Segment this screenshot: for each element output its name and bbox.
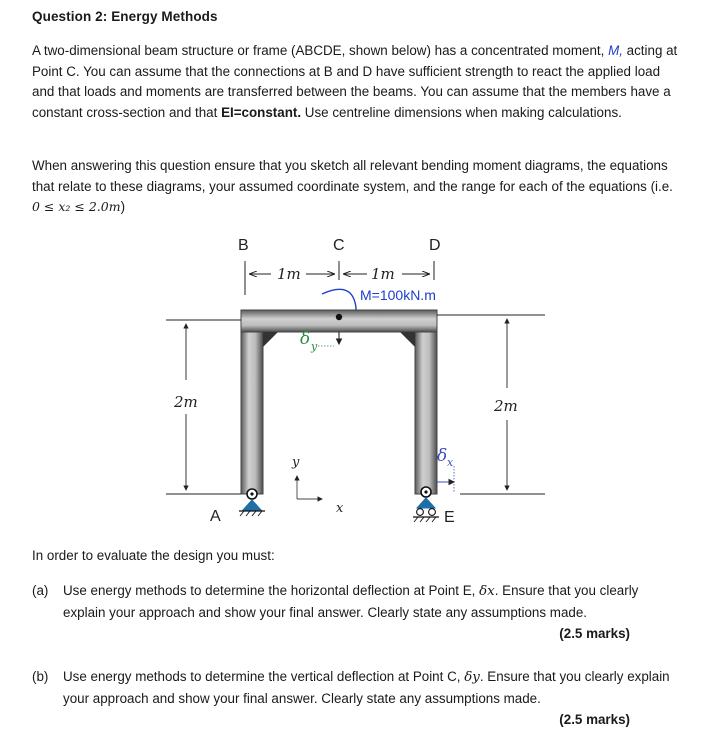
axis-x-label: x — [336, 501, 344, 516]
label-a: A — [210, 508, 221, 525]
member-right-column — [415, 310, 437, 494]
instructions-text-2: ) — [120, 199, 126, 214]
part-b-text-1: Use energy methods to determine the vertical deflection at Point C, — [63, 669, 465, 684]
gusset-right — [400, 332, 415, 347]
label-e: E — [444, 509, 455, 526]
part-b-marks: (2.5 marks) — [559, 712, 630, 727]
gusset-left — [263, 332, 278, 347]
part-a — [32, 580, 682, 644]
part-a-text-2: . Ensure that you clearly explain your approach and show your final answer. Clearly state any assumptions made. — [63, 583, 639, 620]
part-b-symbol: δy — [464, 670, 480, 685]
label-d: D — [429, 237, 441, 254]
part-b-text-2: . Ensure that you clearly explain your approach and show your final answer. Clearly state any assumptions made. — [63, 669, 670, 706]
frame-diagram — [0, 228, 708, 548]
label-c: C — [333, 237, 345, 254]
part-a-text-1: Use energy methods to determine the horizontal deflection at Point E, — [63, 583, 480, 598]
part-a-symbol: δx — [479, 584, 495, 599]
range-expression: 0 ≤ x₂ ≤ 2.0m — [32, 199, 121, 214]
label-b: B — [238, 237, 249, 254]
moment-symbol: M, — [608, 43, 623, 58]
instructions — [32, 156, 680, 218]
dim-cd: 1m — [371, 265, 395, 283]
moment-label: M=100kN.m — [360, 287, 436, 303]
part-a-label: (a) — [32, 583, 49, 598]
delta-y-label: δ — [300, 329, 311, 349]
delta-x-sub: x — [447, 456, 454, 469]
evaluation-intro: In order to evaluate the design you must: — [32, 548, 275, 563]
delta-y-sub: y — [311, 340, 318, 353]
member-left-column — [241, 310, 263, 494]
ei-constant: EI=constant. — [221, 104, 302, 120]
part-a-text — [63, 580, 682, 623]
point-c-dot — [336, 314, 342, 320]
height-left-label: 2m — [174, 393, 198, 411]
problem-text-2: acting at Point C. You can assume that the connections at B and D have sufficient strength to react the applied load and that loads and moments are transferred between the beams. You can assume that the members have a constant cross-section and that — [32, 43, 678, 120]
problem-text-1: A two-dimensional beam structure or frame (ABCDE, shown below) has a concentrated moment, — [32, 43, 609, 58]
part-a-marks: (2.5 marks) — [559, 626, 630, 641]
instructions-text-1: When answering this question ensure that you sketch all relevant bending moment diagrams, the equations that relate to these diagrams, your assumed coordinate system, and the range for each of the equations (i.e. — [32, 158, 673, 194]
delta-x-label: δ — [437, 446, 448, 466]
problem-description — [32, 41, 680, 123]
question-title: Question 2: Energy Methods — [32, 9, 218, 24]
member-top-beam — [241, 310, 437, 332]
axis-y-label: y — [292, 455, 300, 470]
dim-bc: 1m — [277, 265, 301, 283]
part-b — [32, 666, 682, 730]
part-b-label: (b) — [32, 669, 49, 684]
coordinate-axes — [297, 476, 322, 499]
problem-text-3: Use centreline dimensions when making calculations. — [301, 104, 622, 120]
part-b-text — [63, 666, 682, 709]
height-right-label: 2m — [494, 397, 518, 415]
